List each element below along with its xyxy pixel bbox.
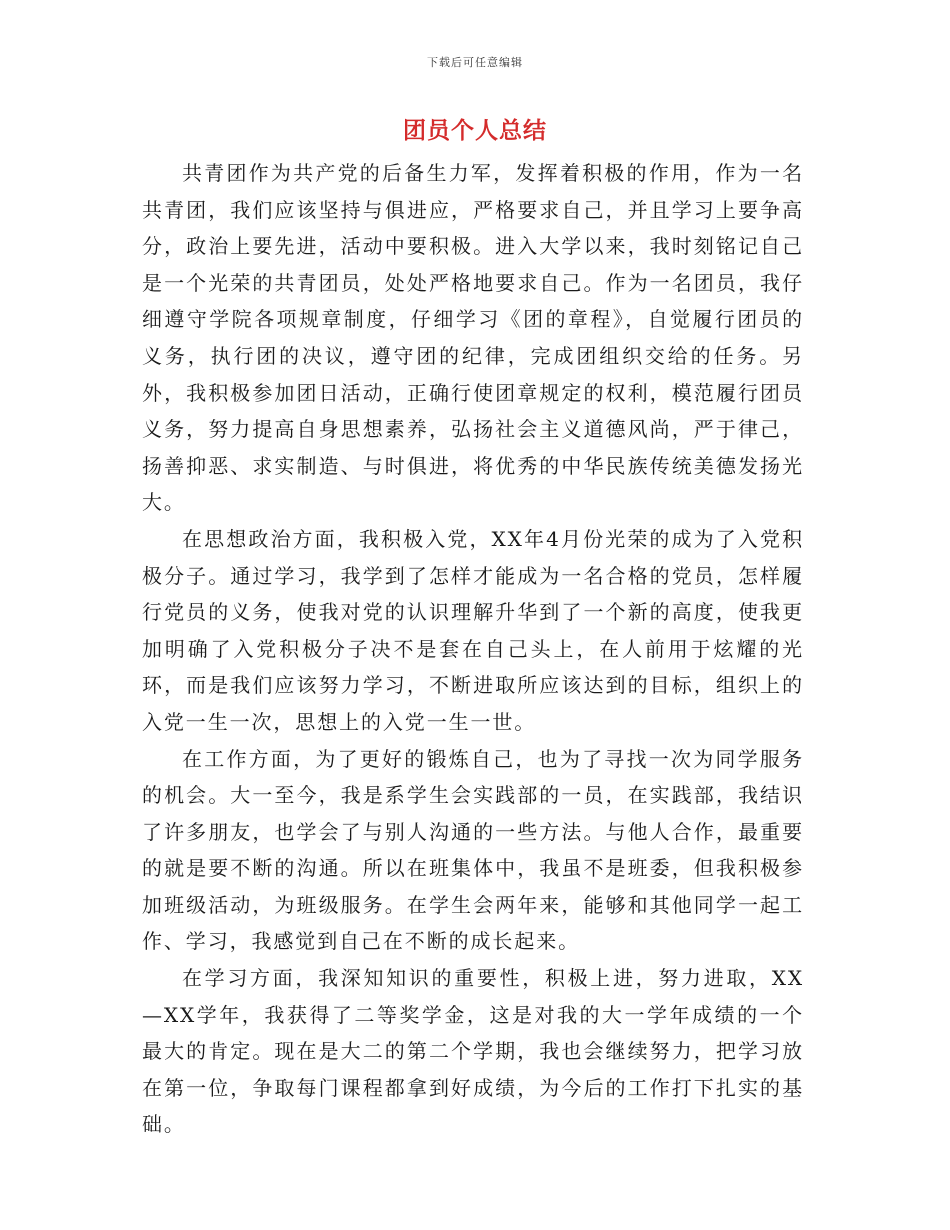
paragraph-2: 在思想政治方面，我积极入党，XX年4月份光荣的成为了入党积极分子。通过学习，我学到了怎样才能成为一名合格的党员，怎样履行党员的义务，使我对党的认识理解升华到了一个新的高度，使我更加明确了入党积极分子决不是套在自己头上，在人前用于炫耀的光环，而是我们应该努力学习，不断进取所应该达到的目标，组织上的入党一生一次，思想上的入党一生一世。 [142, 526, 804, 734]
header-note: 下载后可任意编辑 [427, 56, 523, 69]
paragraph-3: 在工作方面，为了更好的锻炼自己，也为了寻找一次为同学服务的机会。大一至今，我是系学生会实践部的一员，在实践部，我结识了许多朋友，也学会了与别人沟通的一些方法。与他人合作，最重要的就是要不断的沟通。所以在班集体中，我虽不是班委，但我积极参加班级活动，为班级服务。在学生会两年来，能够和其他同学一起工作、学习，我感觉到自己在不断的成长起来。 [142, 746, 804, 954]
paragraph-1: 共青团作为共产党的后备生力军，发挥着积极的作用，作为一名共青团，我们应该坚持与俱进应，严格要求自己，并且学习上要争高分，政治上要先进，活动中要积极。进入大学以来，我时刻铭记自己是一个光荣的共青团员，处处严格地要求自己。作为一名团员，我仔细遵守学院各项规章制度，仔细学习《团的章程》，自觉履行团员的义务，执行团的决议，遵守团的纪律，完成团组织交给的任务。另外，我积极参加团日活动，正确行使团章规定的权利，模范履行团员义务，努力提高自身思想素养，弘扬社会主义道德风尚，严于律己，扬善抑恶、求实制造、与时俱进，将优秀的中华民族传统美德发扬光大。 [142, 161, 804, 515]
document-body [142, 155, 804, 1143]
document-title: 团员个人总结 [403, 118, 547, 144]
paragraph-4: 在学习方面，我深知知识的重要性，积极上进，努力进取，XX—XX学年，我获得了二等奖学金，这是对我的大一学年成绩的一个最大的肯定。现在是大二的第二个学期，我也会继续努力，把学习放在第一位，争取每门课程都拿到好成绩，为今后的工作打下扎实的基础。 [142, 966, 804, 1137]
